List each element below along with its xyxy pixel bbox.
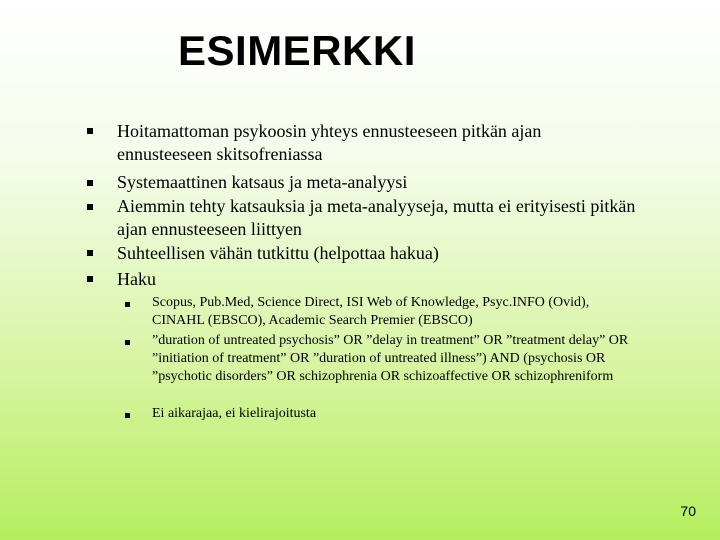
bullet-item: Suhteellisen vähän tutkittu (helpottaa hakua) [117,243,439,263]
bullet-marker [87,250,93,256]
bullet-marker [87,204,93,210]
bullet-item: Aiemmin tehty katsauksia ja meta-analyyseja, mutta ei erityisesti pitkän ajan ennusteeseen liittyen [117,196,636,239]
bullet-marker [87,128,93,134]
bullet-item: Systemaattinen katsaus ja meta-analyysi [117,172,408,192]
bullet-item: Hoitamattoman psykoosin yhteys ennusteeseen pitkän ajan ennusteeseen skitsofreniassa [117,121,542,164]
sub-bullet-item: ”duration of untreated psychosis” OR ”delay in treatment” OR ”treatment delay” OR ”initiation of treatment” OR ”duration of untreated illness”) AND (psychosis OR ”psychotic disorders” OR schizophrenia OR schizoaffective OR schizophreniform [152,333,629,384]
sub-bullet-item: Ei aikarajaa, ei kielirajoitusta [152,406,317,421]
bullet-marker [87,180,93,186]
sub-bullet-item: Scopus, Pub.Med, Science Direct, ISI Web of Knowledge, Psyc.INFO (Ovid), CINAHL (EBSCO), Academic Search Premier (EBSCO) [152,295,590,328]
slide-title: ESIMERKKI [178,27,416,74]
page-number: 70 [680,503,696,519]
sub-bullet-marker [125,340,130,345]
sub-bullet-marker [125,302,130,307]
sub-bullet-marker [125,413,130,418]
bullet-item: Haku [117,269,156,289]
bullet-marker [87,276,93,282]
